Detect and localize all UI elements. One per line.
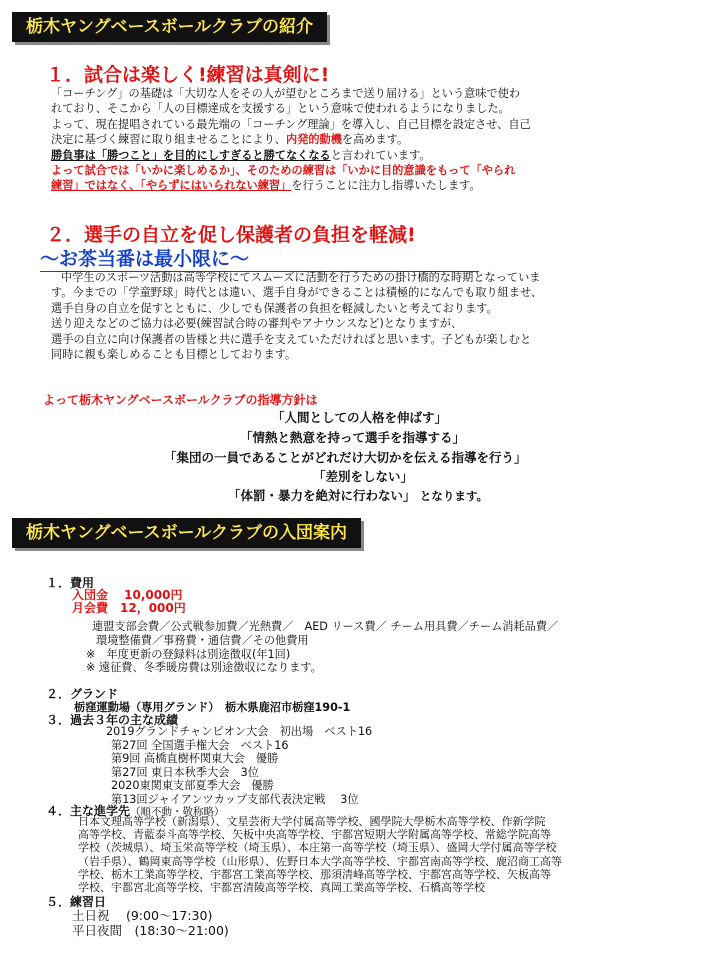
fee-note: ※ 年度更新の登録料は別途徴収(年1回) [86, 648, 291, 661]
text-span: 決定に基づく練習に取り組ませることにより、 [51, 133, 286, 147]
section1-body [51, 86, 531, 194]
ground-title: ２．グランド [46, 687, 119, 701]
section1-line [51, 132, 531, 147]
section1-line [51, 178, 531, 193]
section2-body [51, 270, 542, 362]
result-item: 第27回 東日本秋季大会 3位 [111, 765, 259, 779]
practice-weekday: 平日夜間 (18:30～21:00) [72, 923, 229, 938]
section1-line [51, 148, 531, 163]
fee-monthly: 月会費 12，000円 [72, 601, 186, 615]
policy-item [228, 486, 488, 504]
policy-suffix: となります。 [419, 489, 488, 503]
fee-detail: 環境整備費／事務費・通信費／その他費用 [96, 634, 309, 647]
school-line: 学校、栃木工業高等学校、宇都宮工業高等学校、那須清峰高等学校、宇都宮高等学校、矢板高等 [78, 867, 551, 881]
highlight-span: 内発的動機 [285, 133, 342, 147]
policy-item: 「人間としての人格を伸ばす」 [272, 410, 448, 425]
policy-heading: よって栃木ヤングベースボールクラブの指導方針は [43, 393, 318, 407]
schools-note: （順不動・敬称略） [130, 806, 225, 818]
section2-line: 中学生のスポーツ活動は高等学校にてスムーズに活動を行うための掛け橋的な時期となっていま [61, 271, 541, 284]
school-line: 日本文理高等学校（新潟県）、文星芸術大学付属高等学校、國學院大學栃木高等学校、作新学院 [78, 815, 546, 828]
section1-heading: １．試合は楽しく!練習は真剣に! [46, 64, 330, 86]
practice-title: ５．練習日 [46, 895, 107, 909]
section1-line: 「コーチング」の基礎は「大切な人をその人が望むところまで送り届ける」という意味で使わ [51, 87, 521, 100]
text-span: を高めます。 [341, 133, 409, 147]
policy-item: 「情熱と熱意を持って選手を指導する」 [240, 430, 466, 445]
results-list [106, 725, 372, 807]
section2-line: 選手自身の自立を促すとともに、少しでも保護者の負担を軽減したいと考えております。 [51, 301, 498, 315]
result-item: 第9回 高橋直樹杯関東大会 優勝 [111, 752, 279, 766]
section2-line: 選手の自立に向け保護者の皆様と共に選手を支えていただければと思います。子どもが楽しむと [51, 332, 532, 346]
section2-subheading: ～お茶当番は最小限に～ [40, 244, 479, 272]
fee-note: ※ 遠征費、冬季暖房費は別途徴収になります。 [86, 661, 322, 674]
text-span: と言われています。 [330, 148, 431, 162]
section1-line: よって試合では「いかに楽しめるか」、そのための練習は「いかに目的意識をもって「やられ [51, 164, 516, 178]
policy-item: 「集団の一員であることがどれだけ大切かを伝える指導を行う」 [164, 450, 527, 465]
section2-line: 送り迎えなどのご協力は必要(練習試合時の審判やアナウンスなど)となりますが、 [51, 317, 463, 331]
schools-list [78, 815, 562, 894]
policy-item: 「差別をしない」 [313, 469, 414, 484]
section2-line: す。今までの「学童野球」時代とは違い、選手自身ができることは積極的になんでも取り組ませ、 [51, 286, 543, 300]
result-item: 2020東関東支部夏季大会 優勝 [111, 779, 274, 793]
ground-place: 栃窪運動場（専用グランド） 栃木県鹿沼市栃窪190-1 [74, 701, 351, 714]
result-item: 第27回 全国選手権大会 ベスト16 [111, 738, 289, 752]
school-line: （岩手県）、鶴岡東高等学校（山形県）、佐野日本大学高等学校、宇都宮南高等学校、鹿沼商工高等 [78, 854, 562, 868]
bold-span: 勝負事は「勝つこと」を目的にしすぎると勝てなくなる [51, 148, 331, 162]
results-title: ３．過去３年の主な成績 [46, 713, 179, 727]
school-line: 学校（茨城県）、埼玉栄高等学校（埼玉県）、本庄第一高等学校（埼玉県）、盛岡大学付属高等学校 [78, 841, 557, 855]
practice-weekend: 土日祝 (9:00～17:30) [72, 908, 213, 923]
fees-title: １．費用 [46, 576, 95, 590]
policy-text: 「体罰・暴力を絶対に行わない」 [228, 488, 416, 503]
schools-title: ４．主な進学先 [46, 804, 131, 818]
result-item: 2019グランドチャンピオン大会 初出場 ベスト16 [106, 725, 373, 738]
fee-detail: 連盟支部会費／公式戦参加費／光熱費／ AED リース費／ チーム用具費／チーム消耗品費／ [92, 620, 559, 633]
fee-entry: 入団金 10,000円 [72, 588, 183, 602]
intro-banner: 栃木ヤングベースボールクラブの紹介 [12, 12, 327, 42]
school-line: 高等学校、青藍泰斗高等学校、矢板中央高等学校、宇都宮短期大学附属高等学校、常総学院高等 [78, 828, 551, 842]
school-line: 学校、宇都宮北高等学校、宇都宮清陵高等学校、真岡工業高等学校、石橋高等学校 [78, 881, 485, 895]
section2-heading: ２．選手の自立を促し保護者の負担を軽減! [46, 224, 416, 246]
section2-line: 同時に親も楽しめることも目標としております。 [51, 348, 297, 362]
highlight-span: 練習」ではなく、「やらずにはいられない練習」 [51, 179, 292, 193]
text-span: を行うことに注力し指導いたします。 [291, 179, 481, 193]
guide-banner: 栃木ヤングベースボールクラブの入団案内 [12, 518, 361, 548]
section1-line: よって、現在提唱されている最先端の「コーチング理論」を導入し、自己目標を設定させ、自己 [51, 117, 531, 131]
section1-line: れており、そこから「人の目標達成を支援する」という意味で使われるようになりました。 [51, 102, 510, 116]
result-item: 第13回ジャイアンツカップ支部代表決定戦 3位 [111, 792, 359, 806]
